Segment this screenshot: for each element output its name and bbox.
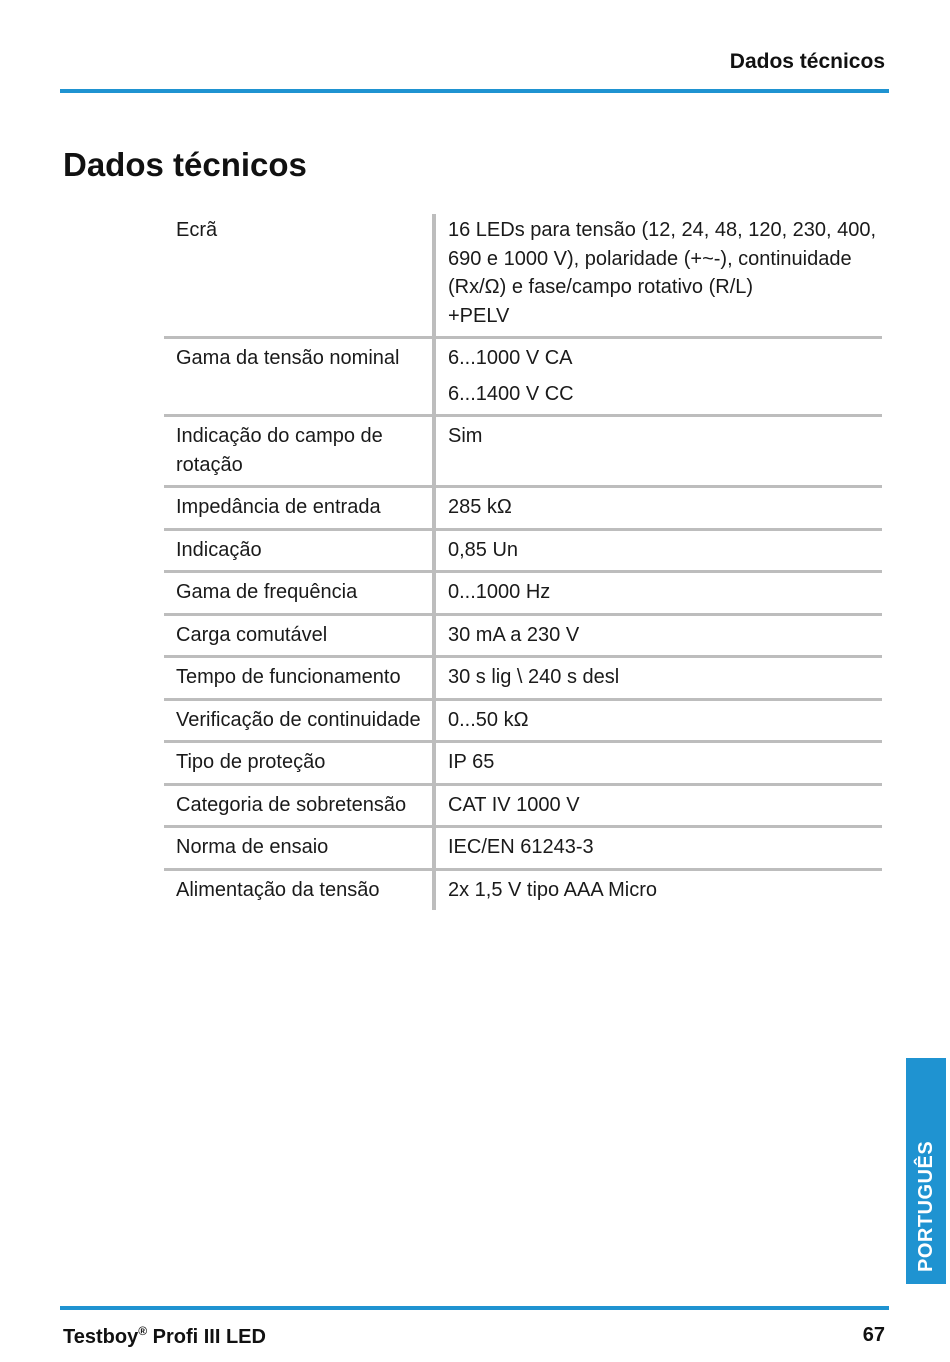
page-title: Dados técnicos xyxy=(63,146,307,183)
spec-value-line: 16 LEDs para tensão (12, 24, 48, 120, 230, 400, 690 e 1000 V), polaridade (+~-), continuidade (Rx/Ω) e fase/campo rotativo (R/L) xyxy=(448,219,877,298)
spec-row xyxy=(164,338,882,416)
spec-label: Gama de frequência xyxy=(164,572,434,615)
spec-value-line: Sim xyxy=(448,425,483,447)
spec-label: Tipo de proteção xyxy=(164,742,434,785)
registered-mark: ® xyxy=(138,1324,148,1338)
spec-value xyxy=(434,614,882,657)
spec-value xyxy=(434,487,882,530)
spec-value xyxy=(434,416,882,487)
spec-row xyxy=(164,214,882,338)
spec-value-line: 6...1000 V CA xyxy=(448,347,573,369)
footer-rule xyxy=(60,1306,889,1310)
spec-value-line: IP 65 xyxy=(448,751,495,773)
spec-value-line: 0...50 kΩ xyxy=(448,708,529,731)
footer-product: Profi III LED xyxy=(152,1326,266,1348)
spec-row xyxy=(164,487,882,530)
spec-value xyxy=(434,572,882,615)
spec-value-line: +PELV xyxy=(448,304,510,327)
spec-row xyxy=(164,784,882,827)
spec-row xyxy=(164,699,882,742)
spec-label: Carga comutável xyxy=(164,614,434,657)
spec-value xyxy=(434,784,882,827)
spec-label: Norma de ensaio xyxy=(164,827,434,870)
spec-value-line: 0,85 Un xyxy=(448,538,519,561)
spec-row xyxy=(164,614,882,657)
spec-value-line: 30 s lig \ 240 s desl xyxy=(448,666,620,688)
spec-row xyxy=(164,529,882,572)
spec-label: Gama da tensão nominal xyxy=(164,338,434,416)
spec-value xyxy=(434,742,882,785)
spec-row xyxy=(164,869,882,910)
spec-label: Verificação de continuidade xyxy=(164,699,434,742)
spec-label: Indicação do campo de rotação xyxy=(164,416,434,487)
spec-label: Indicação xyxy=(164,529,434,572)
spec-value-line: 0...1000 Hz xyxy=(448,581,551,603)
spec-label: Categoria de sobretensão xyxy=(164,784,434,827)
spec-value xyxy=(434,869,882,910)
spec-label: Alimentação da tensão xyxy=(164,869,434,910)
spec-label: Ecrã xyxy=(164,214,434,338)
page-number: 67 xyxy=(862,1324,885,1346)
header-rule xyxy=(60,89,889,93)
spec-row xyxy=(164,657,882,700)
spec-value xyxy=(434,214,882,338)
spec-label: Tempo de funcionamento xyxy=(164,657,434,700)
spec-value-line: IEC/EN 61243-3 xyxy=(448,836,594,858)
spec-row xyxy=(164,416,882,487)
spec-value-line: 2x 1,5 V tipo AAA Micro xyxy=(448,878,657,901)
footer-brand: Testboy xyxy=(63,1326,139,1348)
header-section-title: Dados técnicos xyxy=(729,50,885,73)
spec-value xyxy=(434,827,882,870)
spec-value xyxy=(434,657,882,700)
spec-value-line: 30 mA a 230 V xyxy=(448,623,580,646)
spec-label: Impedância de entrada xyxy=(164,487,434,530)
spec-value-line: CAT IV 1000 V xyxy=(448,793,580,816)
spec-value xyxy=(434,699,882,742)
spec-row xyxy=(164,827,882,870)
spec-value-line: 285 kΩ xyxy=(448,496,512,518)
spec-value-line: 6...1400 V CC xyxy=(448,382,574,405)
footer-product-name xyxy=(63,1324,266,1349)
spec-row xyxy=(164,572,882,615)
spec-value xyxy=(434,529,882,572)
spec-row xyxy=(164,742,882,785)
spec-value xyxy=(434,338,882,416)
language-tab-label: PORTUGUÊS xyxy=(915,1140,937,1272)
spec-table xyxy=(164,214,882,910)
